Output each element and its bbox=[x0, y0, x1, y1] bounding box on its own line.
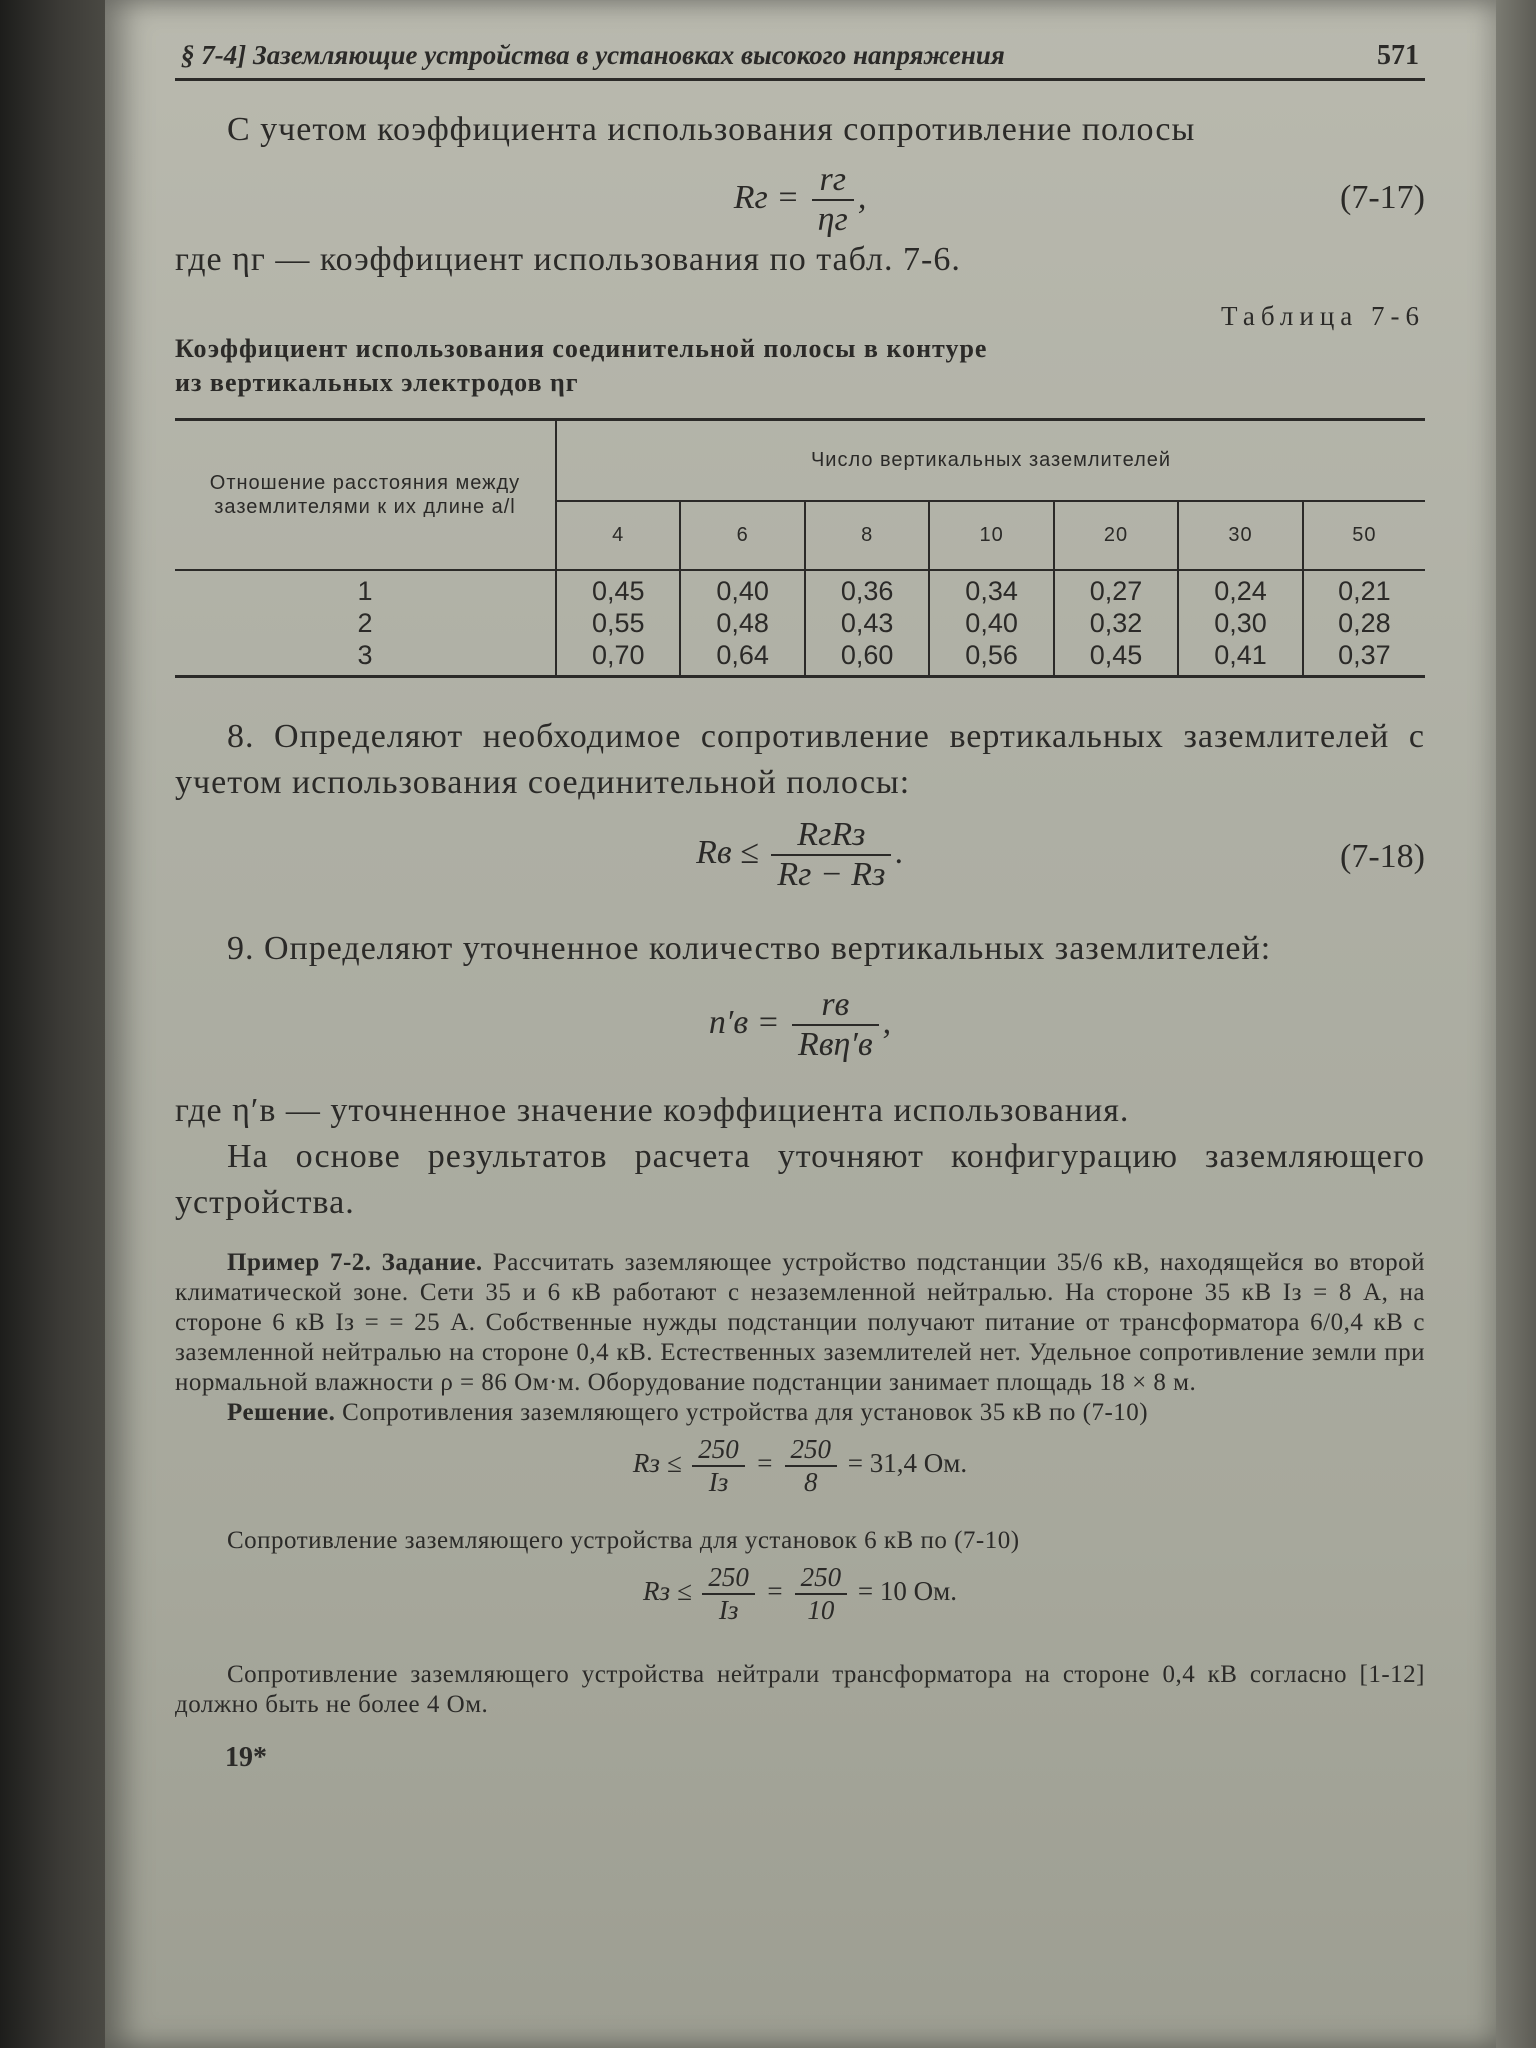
table-value: 0,64 bbox=[716, 640, 769, 670]
table-value: 0,43 bbox=[840, 608, 894, 638]
signature-mark: 19* bbox=[225, 1742, 267, 1773]
fraction-denominator: Iз bbox=[708, 1467, 729, 1497]
table-value: 0,48 bbox=[716, 608, 769, 638]
table-value: 0,34 bbox=[965, 576, 1018, 606]
table-column-30 bbox=[1178, 570, 1302, 677]
fraction-numerator: rв bbox=[792, 986, 879, 1026]
table-value: 0,40 bbox=[965, 608, 1018, 638]
table-value: 0,28 bbox=[1338, 608, 1391, 638]
table-value: 0,56 bbox=[965, 640, 1018, 670]
intro-paragraph: С учетом коэффициента использования сопротивление полосы bbox=[227, 111, 1196, 148]
ratio-value: 3 bbox=[357, 640, 373, 670]
eq-tail: , bbox=[882, 1003, 892, 1041]
fraction bbox=[795, 1562, 848, 1626]
table-value: 0,45 bbox=[591, 576, 645, 606]
fraction bbox=[812, 161, 854, 239]
fraction-numerator: RгRз bbox=[771, 816, 891, 856]
eq-result: = 31,4 Ом. bbox=[847, 1448, 968, 1479]
desk-left-background bbox=[0, 0, 105, 2048]
where-eta-paragraph: где ηг — коэффициент использования по табл. 7-6. bbox=[175, 241, 961, 278]
table-value: 0,70 bbox=[591, 640, 645, 670]
column-header: 4 bbox=[556, 501, 680, 570]
fraction-denominator: Iз bbox=[718, 1595, 739, 1625]
eq-lhs: Rв ≤ bbox=[696, 833, 759, 871]
table-header-row bbox=[175, 420, 1425, 502]
fraction bbox=[771, 816, 891, 894]
header-electrode-count: Число вертикальных заземлителей bbox=[556, 420, 1425, 502]
equation-number: (7-17) bbox=[1340, 179, 1425, 216]
column-header: 50 bbox=[1303, 501, 1425, 570]
table-caption: Коэффициент использования соединительной полосы в контуре из вертикальных электродов ηг bbox=[175, 334, 988, 397]
equation-rz-35-body bbox=[175, 1434, 1425, 1498]
running-head bbox=[175, 40, 1425, 81]
table-row bbox=[175, 570, 1425, 677]
fraction bbox=[792, 986, 879, 1064]
book-page bbox=[105, 0, 1496, 2048]
equation-rz-6 bbox=[175, 1562, 1425, 1646]
ratio-value: 2 bbox=[357, 608, 373, 638]
table-value: 0,41 bbox=[1214, 640, 1267, 670]
header-ratio: Отношение расстояния между заземлителями к их длине a/l bbox=[175, 420, 556, 571]
table-cell-ratios bbox=[175, 570, 556, 677]
equation-7-17 bbox=[175, 161, 1425, 237]
eq-lhs: Rз ≤ bbox=[643, 1576, 692, 1607]
fraction-numerator: 250 bbox=[692, 1434, 745, 1467]
fraction-numerator: 250 bbox=[795, 1562, 848, 1595]
column-header: 20 bbox=[1054, 501, 1178, 570]
table-value: 0,36 bbox=[840, 576, 894, 606]
page-content bbox=[175, 40, 1425, 1774]
header-title: Заземляющие устройства в установках высокого напряжения bbox=[252, 40, 1005, 70]
equation-7-18 bbox=[175, 816, 1425, 904]
table-column-4 bbox=[556, 570, 680, 677]
equation-rz-6-body bbox=[175, 1562, 1425, 1626]
fraction-denominator: 8 bbox=[804, 1467, 818, 1497]
eq-result: = 10 Ом. bbox=[857, 1576, 957, 1607]
step-8-paragraph: 8. Определяют необходимое сопротивление вертикальных заземлителей с учетом использования соединительной полосы: bbox=[175, 718, 1425, 801]
table-value: 0,40 bbox=[716, 576, 769, 606]
table-value: 0,32 bbox=[1089, 608, 1143, 638]
column-header: 30 bbox=[1178, 501, 1302, 570]
desk-right-background bbox=[1496, 0, 1536, 2048]
fraction-denominator: ηг bbox=[817, 201, 848, 238]
table-column-8 bbox=[805, 570, 929, 677]
eq-lhs: Rг = bbox=[733, 178, 800, 216]
eq-lhs: n′в = bbox=[708, 1003, 780, 1041]
eq-tail: . bbox=[895, 833, 904, 871]
example-paragraph bbox=[175, 1248, 1425, 1398]
fraction bbox=[702, 1562, 755, 1626]
where-eta-b-paragraph: где η′в — уточненное значение коэффициента использования. bbox=[175, 1092, 1130, 1129]
table-value: 0,24 bbox=[1214, 576, 1267, 606]
example-heading: Пример 7-2. Задание. bbox=[227, 1249, 483, 1276]
solution-text: Сопротивления заземляющего устройства для установок 35 кВ по (7-10) bbox=[342, 1399, 1149, 1426]
section-ref: § 7-4] bbox=[181, 40, 247, 70]
table-value: 0,45 bbox=[1089, 640, 1143, 670]
table-column-20 bbox=[1054, 570, 1178, 677]
table-label: Таблица 7-6 bbox=[1221, 301, 1425, 331]
eq-equals: = bbox=[755, 1448, 774, 1479]
table-value: 0,30 bbox=[1214, 608, 1267, 638]
fraction bbox=[692, 1434, 745, 1498]
fraction-denominator: Rг − Rз bbox=[777, 856, 886, 893]
text-6kv-paragraph: Сопротивление заземляющего устройства для установок 6 кВ по (7-10) bbox=[227, 1527, 1020, 1554]
eq-equals: = bbox=[765, 1576, 784, 1607]
table-column-6 bbox=[680, 570, 804, 677]
fraction bbox=[785, 1434, 838, 1498]
conclusion-paragraph: На основе результатов расчета уточняют конфигурацию заземляющего устройства. bbox=[175, 1138, 1425, 1221]
fraction-numerator: 250 bbox=[785, 1434, 838, 1467]
table-column-50 bbox=[1303, 570, 1425, 677]
table-value: 0,21 bbox=[1338, 576, 1391, 606]
example-text: Рассчитать заземляющее устройство подстанции 35/6 кВ, находящейся во второй климатической зоне. Сети 35 и 6 кВ работают с незаземленной нейтралью. На стороне 35 кВ Iз = 8 А, на стороне 6 кВ Iз = = 25 А. Собственные нужды подстанции получают питание от трансформатора 6/0,4 кВ с заземленной нейтралью на стороне 0,4 кВ. Естественных заземлителей нет. Удельное сопротивление земли при нормальной влажности ρ = 86 Ом·м. Оборудование подстанции занимает площадь 18 × 8 м. bbox=[175, 1249, 1426, 1396]
coefficient-table bbox=[175, 418, 1425, 678]
table-column-10 bbox=[929, 570, 1053, 677]
eq-tail: , bbox=[857, 178, 867, 216]
running-head-title bbox=[181, 40, 1005, 71]
column-header: 10 bbox=[929, 501, 1053, 570]
equation-number: (7-18) bbox=[1340, 838, 1425, 875]
equation-7-18-body bbox=[175, 816, 1425, 894]
step-9-paragraph: 9. Определяют уточненное количество вертикальных заземлителей: bbox=[227, 930, 1272, 967]
column-header: 6 bbox=[680, 501, 804, 570]
neutral-paragraph: Сопротивление заземляющего устройства нейтрали трансформатора на стороне 0,4 кВ согласно [1-12] должно быть не более 4 Ом. bbox=[175, 1661, 1425, 1718]
column-header: 8 bbox=[805, 501, 929, 570]
equation-n-body bbox=[175, 986, 1425, 1064]
solution-paragraph bbox=[175, 1398, 1425, 1428]
page-number: 571 bbox=[1377, 40, 1419, 71]
equation-n bbox=[175, 986, 1425, 1078]
fraction-numerator: rг bbox=[812, 161, 854, 201]
table-value: 0,55 bbox=[591, 608, 645, 638]
equation-7-17-body bbox=[175, 161, 1425, 239]
fraction-denominator: 10 bbox=[807, 1595, 835, 1625]
table-value: 0,60 bbox=[840, 640, 894, 670]
fraction-denominator: Rвη′в bbox=[798, 1026, 873, 1063]
equation-rz-35 bbox=[175, 1434, 1425, 1518]
fraction-numerator: 250 bbox=[702, 1562, 755, 1595]
ratio-value: 1 bbox=[357, 576, 373, 606]
solution-heading: Решение. bbox=[227, 1399, 336, 1426]
table-value: 0,37 bbox=[1338, 640, 1391, 670]
eq-lhs: Rз ≤ bbox=[632, 1448, 682, 1479]
table-value: 0,27 bbox=[1089, 576, 1143, 606]
